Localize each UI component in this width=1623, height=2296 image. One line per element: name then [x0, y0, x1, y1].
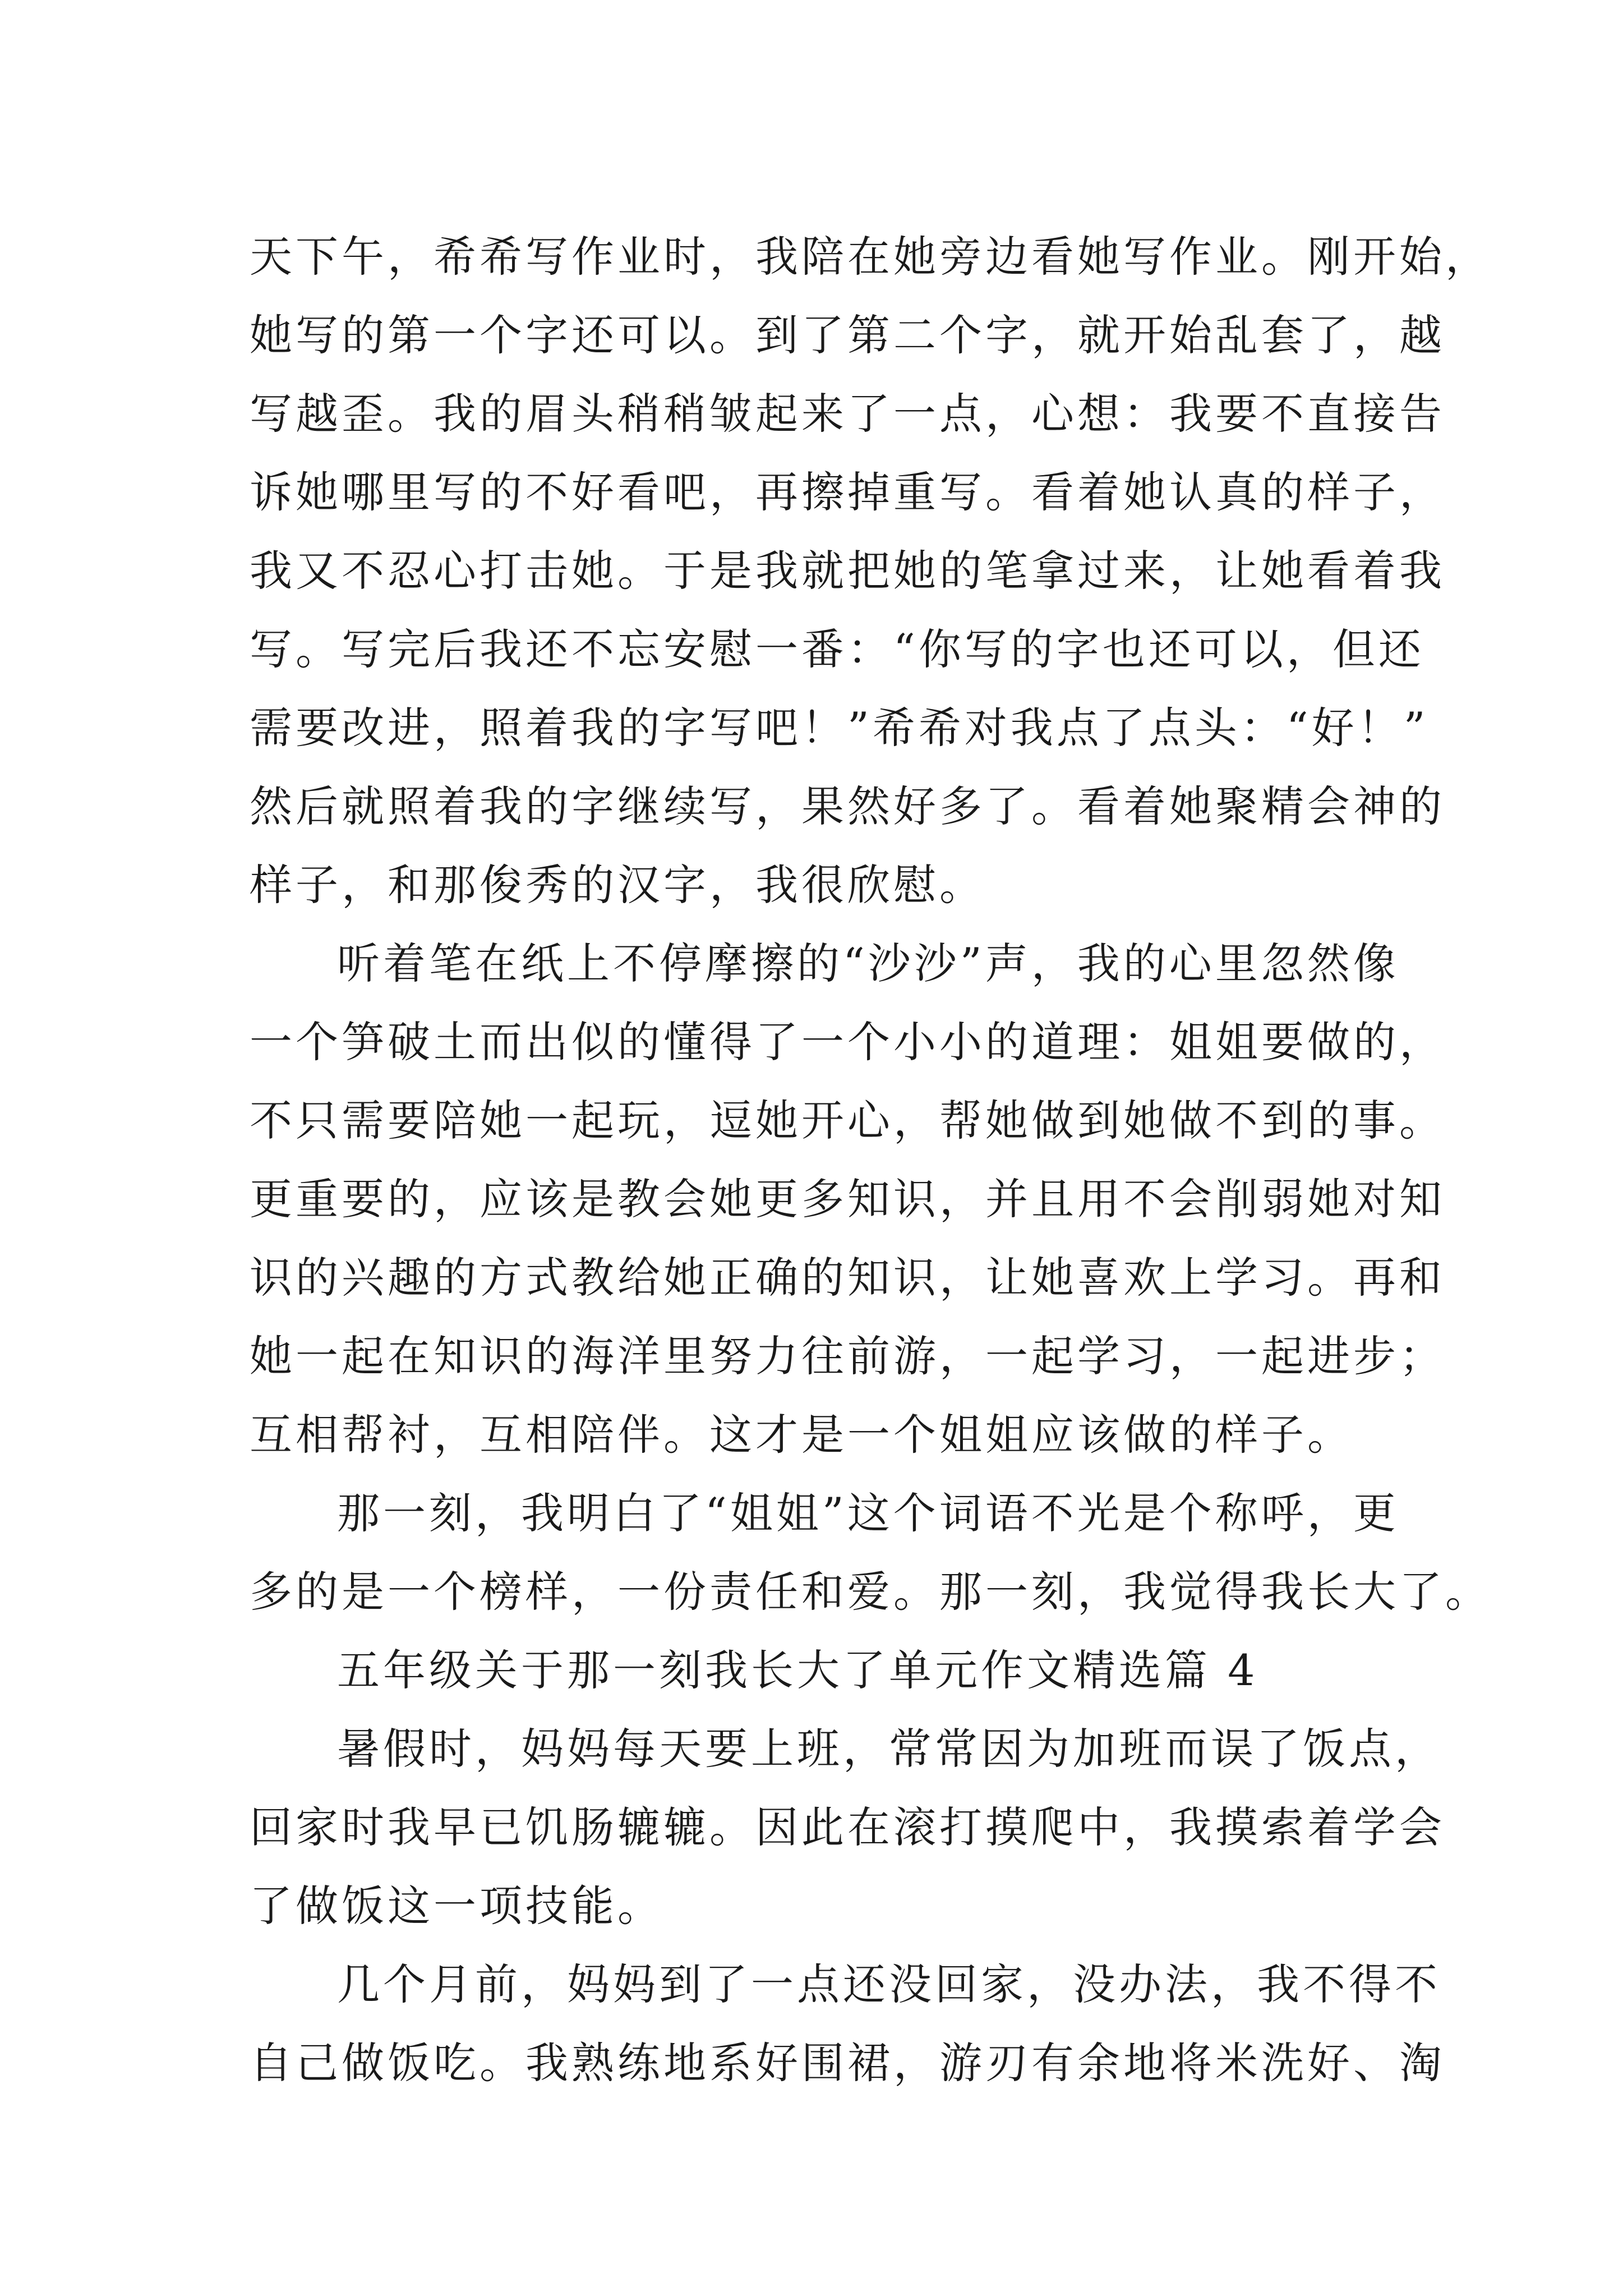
document-body: [250, 218, 1491, 2102]
text-line: 需要改进，照着我的字写吧！”希希对我点了点头：“好！”: [250, 703, 1429, 753]
text-line: 几个月前，妈妈到了一点还没回家，没办法，我不得不: [337, 1959, 1441, 2009]
text-line: 她写的第一个字还可以。到了第二个字，就开始乱套了，越: [250, 310, 1445, 360]
text-line: 然后就照着我的字继续写，果然好多了。看着她聚精会神的: [250, 781, 1445, 831]
text-line: 多的是一个榜样，一份责任和爱。那一刻，我觉得我长大了。: [250, 1567, 1491, 1617]
text-line: 不只需要陪她一起玩，逗她开心，帮她做到她做不到的事。: [250, 1096, 1445, 1145]
text-line: 写越歪。我的眉头稍稍皱起来了一点，心想：我要不直接告: [250, 389, 1445, 439]
text-line: 互相帮衬，互相陪伴。这才是一个姐姐应该做的样子。: [250, 1410, 1353, 1460]
text-line: 识的兴趣的方式教给她正确的知识，让她喜欢上学习。再和: [250, 1253, 1445, 1303]
text-line: 她一起在知识的海洋里努力往前游，一起学习，一起进步；: [250, 1331, 1445, 1381]
text-line: 更重要的，应该是教会她更多知识，并且用不会削弱她对知: [250, 1174, 1445, 1224]
text-line: 暑假时，妈妈每天要上班，常常因为加班而误了饭点，: [337, 1724, 1441, 1774]
text-line: 写。写完后我还不忘安慰一番：“你写的字也还可以，但还: [250, 624, 1424, 674]
text-line: 我又不忍心打击她。于是我就把她的笔拿过来，让她看着我: [250, 546, 1445, 596]
text-line: 听着笔在纸上不停摩擦的“沙沙”声，我的心里忽然像: [337, 938, 1399, 988]
text-line: 样子，和那俊秀的汉字，我很欣慰。: [250, 860, 985, 910]
text-line: 了做饭这一项技能。: [250, 1881, 663, 1931]
text-line: 天下午，希希写作业时，我陪在她旁边看她写作业。刚开始，: [250, 232, 1491, 282]
text-line: 回家时我早已饥肠辘辘。因此在滚打摸爬中，我摸索着学会: [250, 1802, 1445, 1852]
text-line: 诉她哪里写的不好看吧，再擦掉重写。看着她认真的样子，: [250, 467, 1445, 517]
text-line: 自己做饭吃。我熟练地系好围裙，游刃有余地将米洗好、淘: [250, 2038, 1445, 2088]
text-line: 一个笋破土而出似的懂得了一个小小的道理：姐姐要做的，: [250, 1017, 1445, 1067]
text-line: 五年级关于那一刻我长大了单元作文精选篇 4: [337, 1645, 1258, 1695]
text-line: 那一刻，我明白了“姐姐”这个词语不光是个称呼，更: [337, 1488, 1399, 1538]
